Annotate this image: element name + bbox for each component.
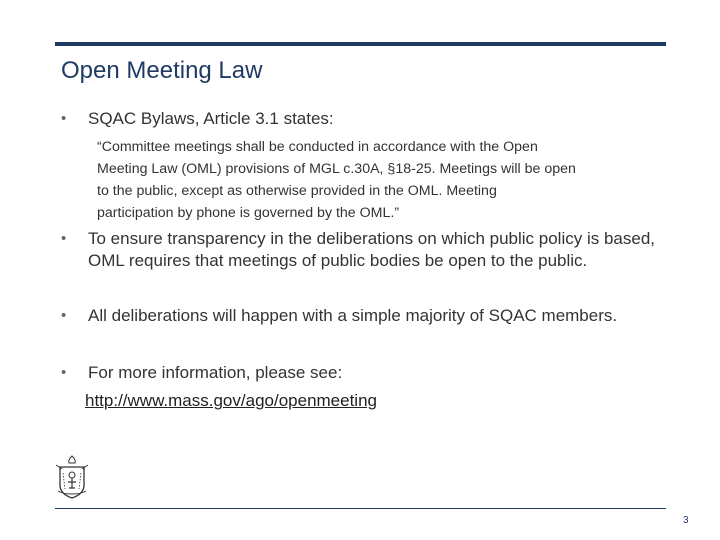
bullet-text: SQAC Bylaws, Article 3.1 states:: [88, 109, 334, 128]
slide-title: Open Meeting Law: [61, 57, 263, 84]
bullet-dot-icon: •: [61, 230, 67, 247]
page-number: 3: [683, 515, 689, 526]
massachusetts-seal-icon: [54, 455, 90, 499]
bullet-dot-icon: •: [61, 364, 67, 381]
quote-line: participation by phone is governed by the OML.”: [97, 205, 400, 221]
top-rule: [55, 42, 666, 46]
bullet-text: For more information, please see:: [88, 363, 343, 382]
quote-line: Meeting Law (OML) provisions of MGL c.30A, §18-25. Meetings will be open: [97, 161, 576, 177]
bullet-text: To ensure transparency in the deliberations on which public policy is based, OML requires that meetings of public bodies be open to the public.: [88, 229, 655, 270]
bullet-dot-icon: •: [61, 110, 67, 127]
quote-line: “Committee meetings shall be conducted in accordance with the Open: [97, 139, 538, 155]
openmeeting-link[interactable]: http://www.mass.gov/ago/openmeeting: [85, 391, 377, 410]
quote-line: to the public, except as otherwise provided in the OML. Meeting: [97, 183, 497, 199]
bullet-text: All deliberations will happen with a simple majority of SQAC members.: [88, 306, 618, 325]
bullet-dot-icon: •: [61, 307, 67, 324]
bylaws-quote: [97, 136, 667, 224]
bottom-rule: [55, 508, 666, 509]
